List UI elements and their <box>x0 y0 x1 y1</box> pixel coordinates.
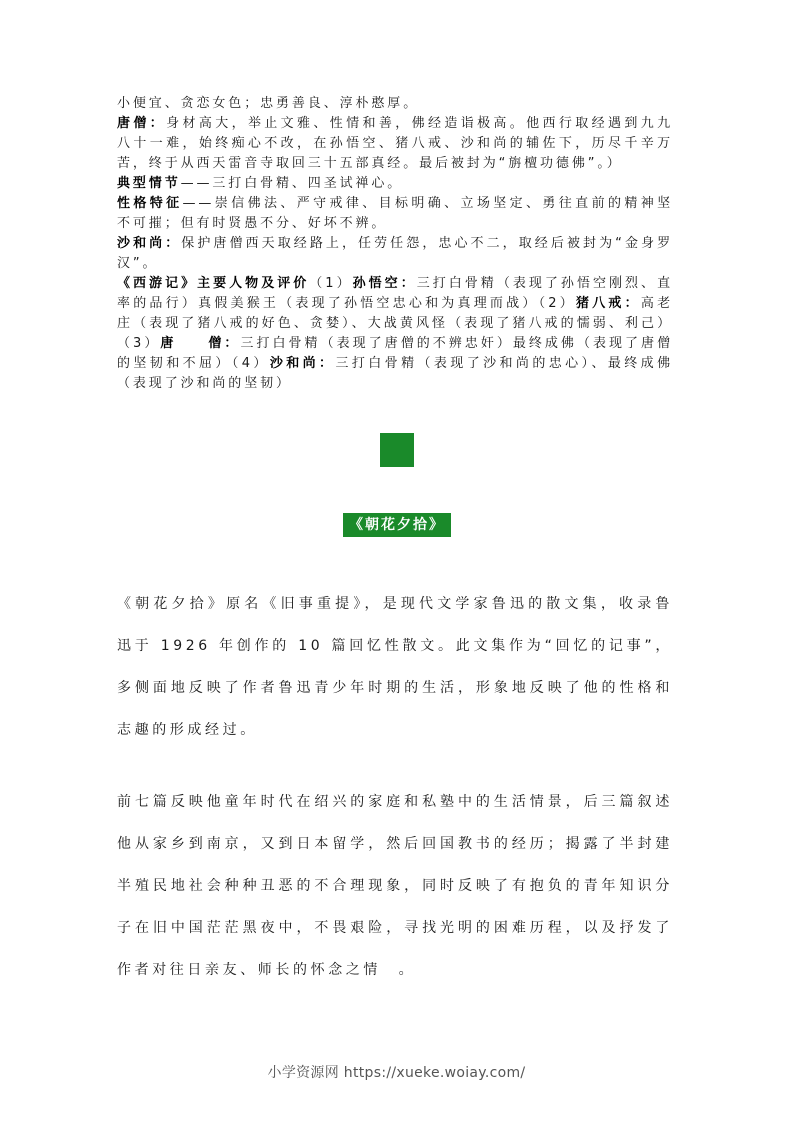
zhaohua-content-section <box>117 781 673 991</box>
label-typical-plot: 典型情节 <box>117 176 181 191</box>
section-divider-square <box>380 433 414 467</box>
item-num: （3） <box>117 336 161 351</box>
paragraph-text: 身材高大，举止文雅、性情和善，佛经造诣极高。他西行取经遇到九九八十一难，始终痴心不改，在孙悟空、猪八戒、沙和尚的辅佐下，历尽千辛万苦，终于从西天雷音寺取回三十五部真经。最后被封为“旃檀功德佛”。） <box>117 116 674 171</box>
paragraph-main-characters <box>117 274 673 394</box>
paragraph-text: ——崇信佛法、严守戒律、目标明确、立场坚定、勇往直前的精神坚不可摧；但有时贤愚不分、好坏不辨。 <box>117 196 673 231</box>
paragraph-content: 前七篇反映他童年时代在绍兴的家庭和私塾中的生活情景，后三篇叙述他从家乡到南京，又到日本留学，然后回国教书的经历；揭露了半封建半殖民地社会种种丑恶的不合理现象，同时反映了有抱负的青年知识分子在旧中国茫茫黑夜中，不畏艰险，寻找光明的困难历程，以及抒发了作者对往日亲友、师长的怀念之情 。 <box>117 794 673 978</box>
section-title-banner: 《朝花夕拾》 <box>343 513 451 537</box>
item-text: 三打白骨精（表现了唐僧的不辨忠奸）最终成佛（表现了唐僧的坚韧和不屈） <box>117 336 673 371</box>
paragraph-text: 小便宜、贪恋女色；忠勇善良、淳朴憨厚。 <box>117 96 420 111</box>
paragraph-character-traits <box>117 194 673 234</box>
paragraph-typical-plot <box>117 174 673 194</box>
item-text: 三打白骨精（表现了孙悟空刚烈、直率的品行）真假美猴王（表现了孙悟空忠心和为真理而战） <box>117 276 673 311</box>
item-num: （1） <box>309 276 353 291</box>
item-name-zhubajie: 猪八戒： <box>576 296 641 311</box>
paragraph-tangseng <box>117 114 673 174</box>
label-character-traits: 性格特征 <box>117 196 183 211</box>
item-text: 高老庄（表现了猪八戒的好色、贪婪）、大战黄风怪（表现了猪八戒的懦弱、利己） <box>117 296 673 331</box>
label-tangseng: 唐僧： <box>117 116 167 131</box>
journey-west-section <box>117 94 673 394</box>
paragraph-text: 保护唐僧西天取经路上，任劳任怨，忠心不二，取经后被封为“金身罗汉”。 <box>117 236 673 271</box>
item-name-shaheshang: 沙和尚： <box>269 356 336 371</box>
item-name-tangseng: 唐 僧： <box>160 336 241 351</box>
paragraph-zhubajie-tail <box>117 94 673 114</box>
evaluation-heading: 《西游记》主要人物及评价 <box>117 276 310 291</box>
label-shaheshang: 沙和尚： <box>117 236 182 251</box>
footer-watermark: 小学资源网 https://xueke.woiay.com/ <box>267 1065 526 1081</box>
item-name-sunwukong: 孙悟空： <box>352 276 417 291</box>
item-text: 三打白骨精（表现了沙和尚的忠心）、最终成佛（表现了沙和尚的坚韧） <box>117 356 673 391</box>
paragraph-intro: 《朝花夕拾》原名《旧事重提》，是现代文学家鲁迅的散文集，收录鲁迅于 1926 年创作的 10 篇回忆性散文。此文集作为“回忆的记事”，多侧面地反映了作者鲁迅青少年时期的生活，形象地反映了他的性格和志趣的形成经过。 <box>117 596 673 738</box>
item-num: （2） <box>538 296 576 311</box>
zhaohua-intro-section <box>117 583 673 751</box>
paragraph-text: ——三打白骨精、四圣试禅心。 <box>180 176 404 191</box>
paragraph-shaheshang <box>117 234 673 274</box>
item-num: （4） <box>231 356 270 371</box>
